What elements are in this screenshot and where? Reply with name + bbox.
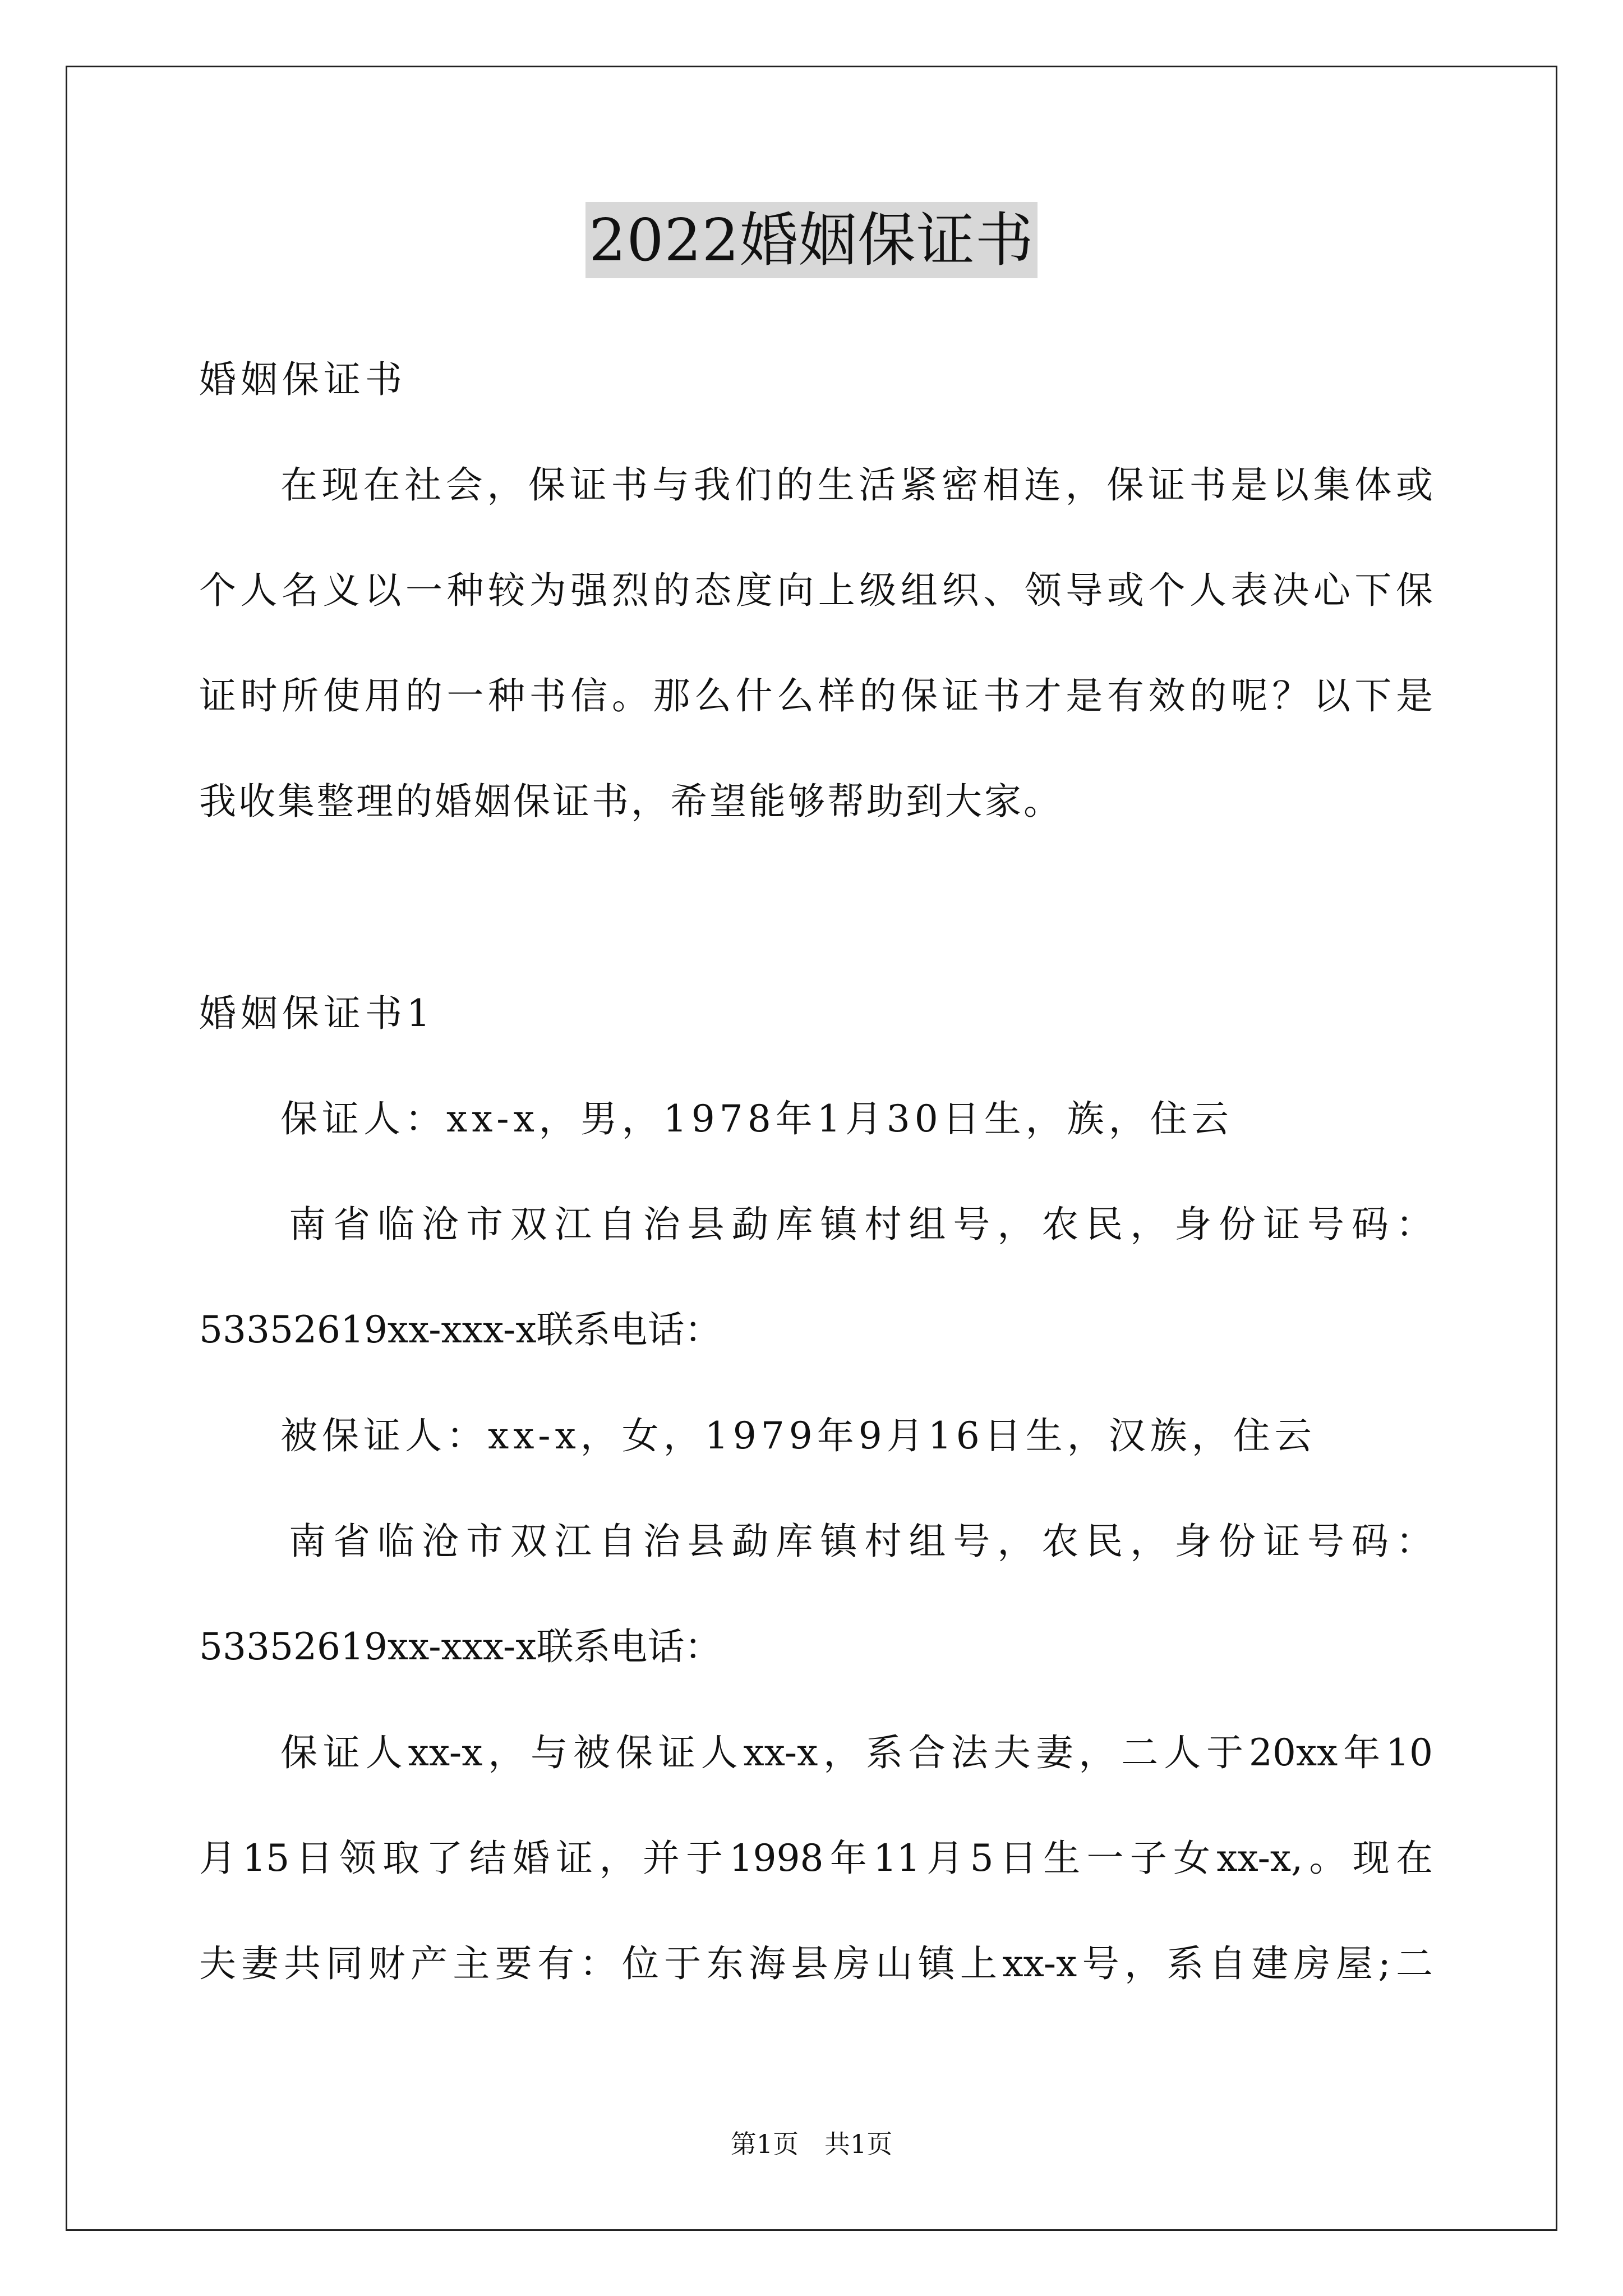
body-line-4: 被保证人：xx-x，女，1979年9月16日生，汉族，住云 [280, 1414, 1316, 1457]
intro-line-3: 证时所使用的一种书信。那么什么样的保证书才是有效的呢？以下是 [199, 674, 1433, 717]
intro-line-4: 我收集整理的婚姻保证书，希望能够帮助到大家。 [199, 780, 1063, 823]
title-container [0, 202, 1623, 278]
section-heading: 婚姻保证书1 [199, 992, 435, 1035]
body-line-6: 53352619xx-xxx-x联系电话： [199, 1625, 722, 1668]
intro-line-2: 个人名义以一种较为强烈的态度向上级组织、领导或个人表决心下保 [199, 569, 1433, 612]
document-subtitle: 婚姻保证书 [199, 358, 407, 401]
intro-line-1: 在现在社会，保证书与我们的生活紧密相连，保证书是以集体或 [280, 463, 1433, 507]
document-title: 2022婚姻保证书 [585, 202, 1038, 278]
body-line-7: 保证人xx-x，与被保证人xx-x，系合法夫妻，二人于20xx年10 [280, 1731, 1433, 1774]
page-footer: 第1页 共1页 [730, 2129, 893, 2159]
body-line-1: 保证人：xx-x，男，1978年1月30日生，族，住云 [280, 1097, 1233, 1140]
body-line-8: 月15日领取了结婚证，并于1998年11月5日生一子女xx-x,。现在 [199, 1837, 1433, 1880]
body-line-9: 夫妻共同财产主要有：位于东海县房山镇上xx-x号，系自建房屋;二 [199, 1942, 1433, 1985]
body-line-5: 南省临沧市双江自治县勐库镇村组号，农民，身份证号码： [289, 1520, 1433, 1563]
body-line-3: 53352619xx-xxx-x联系电话： [199, 1308, 722, 1351]
body-line-2: 南省临沧市双江自治县勐库镇村组号，农民，身份证号码： [289, 1203, 1433, 1246]
